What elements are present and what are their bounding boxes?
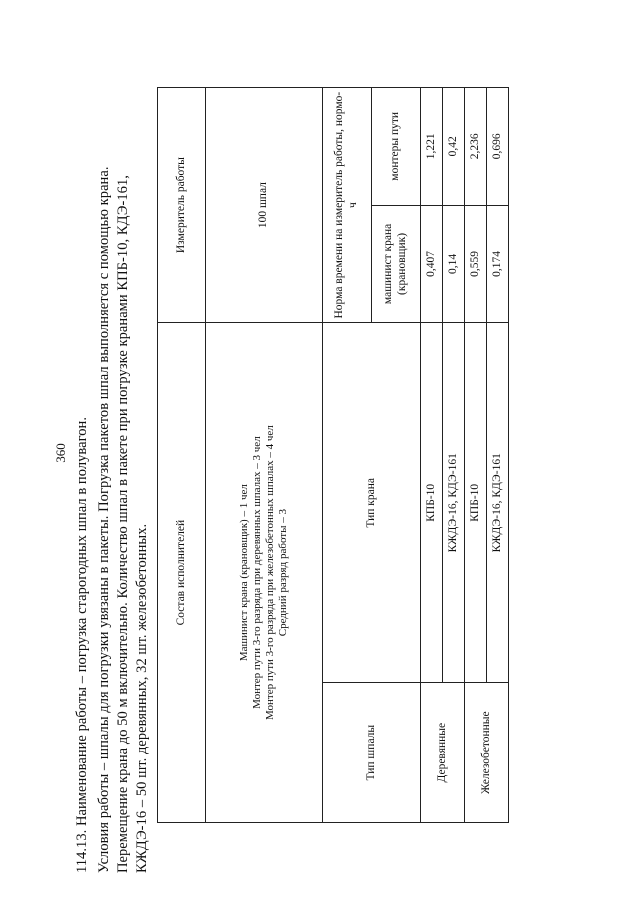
unit-column-header: Измеритель работы [158,88,206,323]
norm-header: Норма времени на измеритель работы, нормо-ч [323,88,372,323]
trackmen-norm-cell: 0,696 [487,88,509,206]
sleeper-type-cell: Деревянные [421,683,465,823]
work-title: 114.13. Наименование работы – погрузка старогодных шпал в полувагон. [74,416,90,873]
time-norm-table [157,87,509,823]
page-number: 360 [53,443,68,463]
trackmen-norm-cell: 1,221 [421,88,443,206]
trackmen-header: монтеры пути [372,88,421,206]
crane-type-cell: КЖДЭ-16, КДЭ-161 [443,323,465,683]
conditions-line-3: КЖДЭ-16 – 50 шт. деревянных, 32 шт. железобетонных. [134,523,150,873]
operator-norm-cell: 0,407 [421,205,443,323]
norm-header-row [323,88,372,823]
crew-row [206,88,323,823]
crew-column-header: Состав исполнителей [158,323,206,823]
sleeper-type-header: Тип шпалы [323,683,421,823]
crew-composition-cell [206,323,323,823]
sleeper-type-cell: Железобетонные [465,683,509,823]
crane-type-cell: КПБ-10 [421,323,443,683]
table-row [465,88,487,823]
trackmen-norm-cell: 0,42 [443,88,465,206]
operator-norm-cell: 0,559 [465,205,487,323]
unit-value-cell: 100 шпал [206,88,323,323]
trackmen-norm-cell: 2,236 [465,88,487,206]
operator-norm-cell: 0,14 [443,205,465,323]
conditions-line-1: Условия работы – шпалы для погрузки увязаны в пакеты. Погрузка пакетов шпал выполняется с помощью крана. [96,166,112,873]
table-row [421,88,443,823]
crew-line: Средний разряд работы – 3 [276,509,289,637]
crew-line: Монтер пути 3-го разряда при железобетонных шпалах – 4 чел [264,425,276,720]
operator-header: машинист крана (крановщик) [372,205,421,323]
crane-type-cell: КЖДЭ-16, КДЭ-161 [487,323,509,683]
crew-line: Монтер пути 3-го разряда при деревянных шпалах – 3 чел [251,436,264,709]
crew-line: Машинист крана (крановщик) – 1 чел [238,484,251,662]
crane-type-header: Тип крана [323,323,421,683]
rotated-content [52,23,503,883]
table-header-row [158,88,206,823]
crane-type-cell: КПБ-10 [465,323,487,683]
operator-norm-cell: 0,174 [487,205,509,323]
conditions-line-2: Перемещение крана до 50 м включительно. Количество шпал в пакете при погрузке кранами КПБ-10, КДЭ-161, [115,175,131,873]
